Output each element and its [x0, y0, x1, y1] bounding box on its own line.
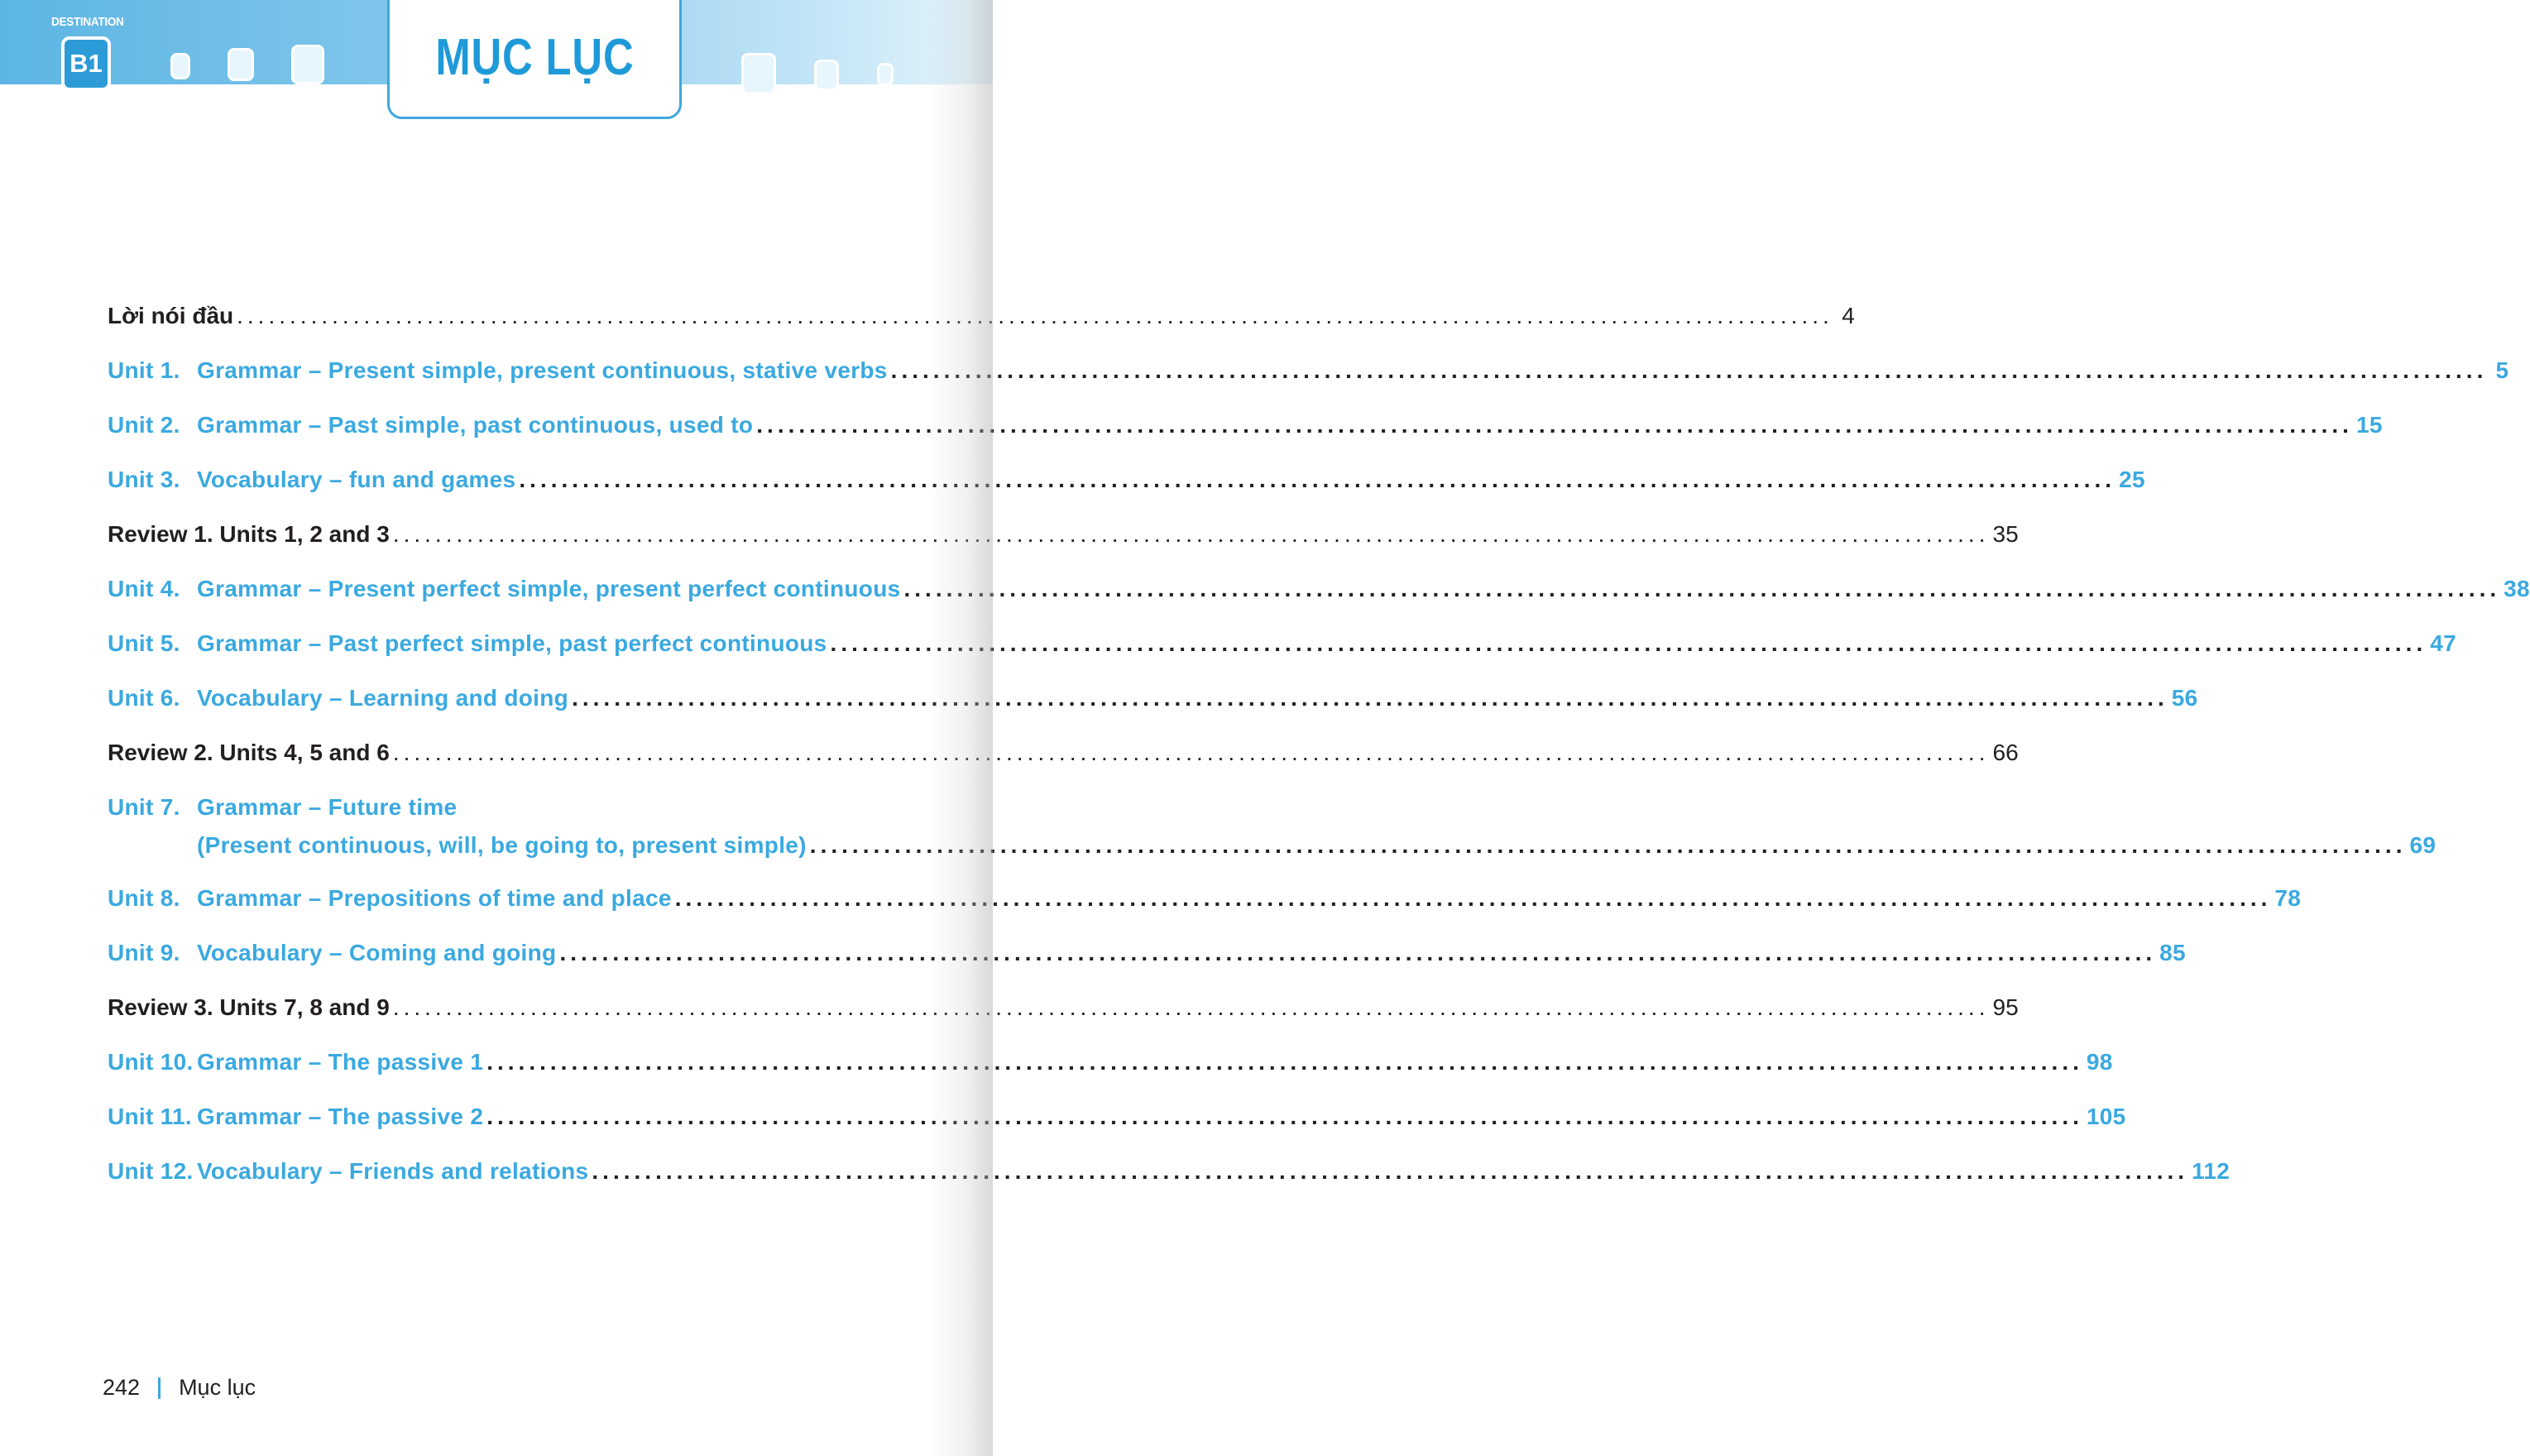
toc-page-number: 5 [2495, 357, 2509, 383]
toc-page-number: 15 [2355, 412, 2383, 438]
leader-dots [519, 467, 2116, 493]
toc-page-number: 38 [2504, 576, 2530, 601]
toc-page-number: 4 [1842, 303, 1855, 328]
toc-entry-title: Grammar – Present simple, present continuous, stative verbs [197, 357, 888, 383]
toc-page-number: 98 [2086, 1049, 2113, 1075]
leader-dots [486, 1049, 2083, 1075]
toc-entry[interactable] [108, 994, 2019, 1049]
toc-entry[interactable] [108, 303, 1855, 357]
toc-page-number: 112 [2192, 1158, 2231, 1184]
toc-unit-label: Unit 2. [108, 412, 180, 438]
toc-unit-label: Unit 4. [108, 576, 180, 601]
toc-entry-title: Vocabulary – fun and games [197, 467, 516, 492]
toc-page-number: 105 [2086, 1104, 2126, 1129]
leader-dots [756, 412, 2353, 438]
toc-unit-label: Unit 8. [108, 885, 180, 911]
toc-page-number: 95 [1992, 994, 2019, 1020]
decor-square [170, 53, 190, 79]
toc-entry[interactable] [108, 630, 2456, 685]
toc-entry[interactable] [108, 740, 2019, 794]
page-number: 242 [103, 1375, 141, 1400]
toc-entry[interactable] [108, 1049, 2113, 1104]
toc-entry-title: Vocabulary – Coming and going [197, 940, 557, 965]
toc-entry-title: Grammar – Past simple, past continuous, used to [197, 412, 754, 438]
toc-page-number: 78 [2274, 885, 2302, 911]
toc-page-number: 69 [2409, 832, 2437, 858]
toc-entry-title: Grammar – Present perfect simple, present perfect continuous [197, 576, 901, 601]
title-box [387, 0, 682, 119]
toc-entry[interactable] [108, 521, 2019, 576]
decor-square [228, 48, 254, 81]
toc-entry-title: Review 1. Units 1, 2 and 3 [108, 521, 390, 547]
leader-dots [592, 1158, 2188, 1185]
toc-page-number: 85 [2159, 940, 2186, 965]
toc-unit-label: Unit 1. [108, 357, 180, 383]
decor-square [877, 63, 894, 86]
toc-page-number: 66 [1992, 740, 2019, 765]
toc-entry-title: Review 2. Units 4, 5 and 6 [108, 740, 390, 765]
toc-entry[interactable] [108, 885, 2302, 940]
toc-page-number: 25 [2119, 467, 2145, 492]
series-brand: DESTINATION [51, 15, 124, 29]
page-title: MỤC LỤC [434, 29, 635, 86]
toc-entry-title: Vocabulary – Learning and doing [197, 685, 569, 711]
toc-entry-title: Lời nói đầu [108, 303, 234, 328]
toc-entry[interactable] [108, 412, 2383, 467]
toc-unit-label: Unit 7. [108, 794, 180, 820]
toc-entry-title: Grammar – Future time [197, 794, 458, 820]
page-footer [103, 1375, 256, 1401]
toc-unit-label: Unit 3. [108, 467, 180, 492]
toc-entry[interactable] [108, 1104, 2126, 1158]
toc-entry[interactable] [108, 794, 2437, 885]
leader-dots [903, 576, 2500, 602]
toc-page-number: 56 [2171, 685, 2198, 711]
toc-entry[interactable] [108, 940, 2186, 994]
toc-entry[interactable] [108, 685, 2198, 740]
toc-entry-subtitle: (Present continuous, will, be going to, present simple) [197, 832, 807, 858]
toc-entry-title: Vocabulary – Friends and relations [197, 1158, 589, 1184]
leader-dots [572, 685, 2168, 711]
table-of-contents [108, 303, 2530, 1213]
toc-unit-label: Unit 6. [108, 685, 180, 711]
leader-dots [891, 357, 2488, 384]
toc-entry-title: Grammar – Past perfect simple, past perfect continuous [197, 630, 827, 656]
toc-unit-label: Unit 10. [108, 1049, 194, 1075]
leader-dots [559, 940, 2156, 966]
leader-dots [831, 630, 2427, 657]
toc-unit-label: Unit 11. [108, 1104, 192, 1129]
toc-unit-label: Unit 12. [108, 1158, 194, 1184]
decor-square [291, 45, 324, 84]
toc-entry-title: Grammar – The passive 2 [197, 1104, 484, 1129]
toc-entry-title: Grammar – Prepositions of time and place [197, 885, 672, 911]
toc-entry[interactable] [108, 1158, 2231, 1213]
toc-entry[interactable] [108, 357, 2509, 412]
footer-divider [158, 1377, 161, 1399]
toc-entry-title: Review 3. Units 7, 8 and 9 [108, 994, 390, 1020]
leader-dots [393, 521, 1990, 548]
toc-unit-label: Unit 5. [108, 630, 180, 656]
leader-dots [486, 1104, 2083, 1130]
level-badge: B1 [61, 36, 111, 91]
toc-entry[interactable] [108, 467, 2145, 521]
toc-page-number: 35 [1992, 521, 2019, 547]
toc-page-number: 47 [2430, 630, 2456, 656]
leader-dots [237, 303, 1833, 329]
toc-entry-title: Grammar – The passive 1 [197, 1049, 484, 1075]
footer-section: Mục lục [179, 1375, 256, 1400]
leader-dots [393, 740, 1990, 766]
leader-dots [393, 994, 1990, 1021]
decor-square [814, 60, 839, 91]
leader-dots [810, 832, 2407, 859]
decor-square [741, 53, 776, 94]
toc-entry[interactable] [108, 576, 2530, 630]
leader-dots [675, 885, 2272, 912]
toc-unit-label: Unit 9. [108, 940, 180, 965]
